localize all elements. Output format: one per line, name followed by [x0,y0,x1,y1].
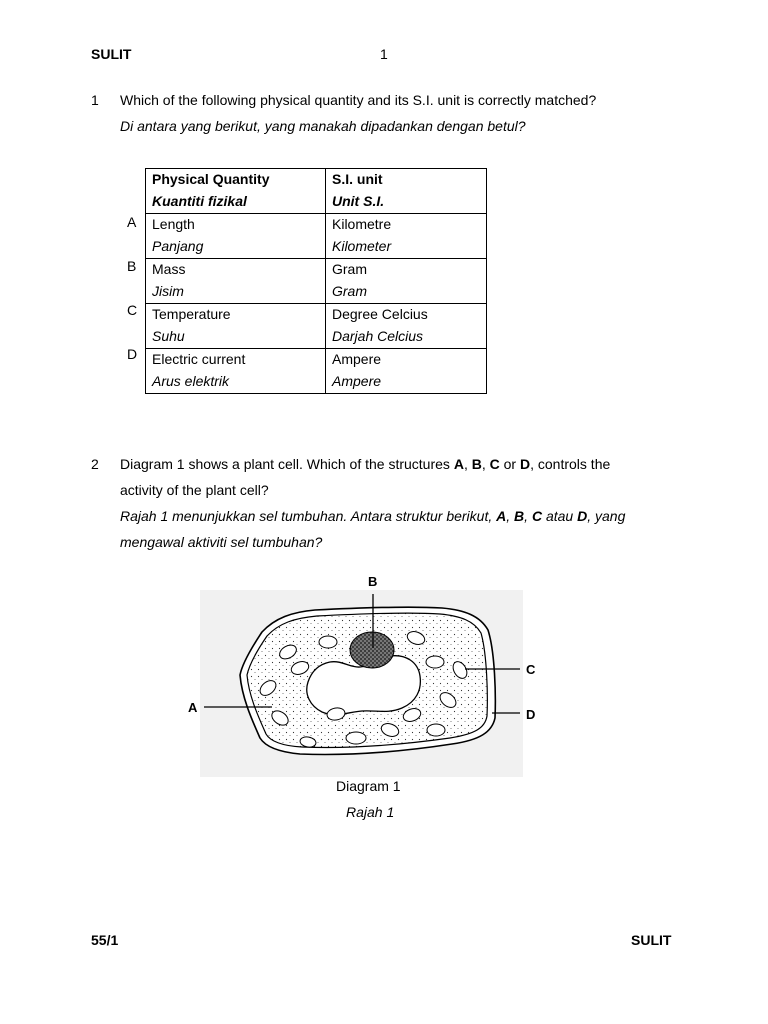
page-number: 1 [380,46,388,62]
unit-ms: Ampere [332,373,382,389]
q2-en-b: B [471,456,482,472]
unit-en: Kilometre [332,216,392,232]
q2-text-ms-line1 [120,508,625,524]
label-a: A [188,700,198,715]
q2-ms-pre: Rajah 1 menunjukkan sel tumbuhan. Antara struktur berikut, [120,508,497,524]
q2-ms-atau: atau [542,508,578,524]
unit-ms: Darjah Celcius [332,328,424,344]
table-row [146,214,487,259]
q2-en-d: D [519,456,531,472]
col1-header-ms: Kuantiti fizikal [152,193,247,209]
unit-en: Degree Celcius [332,306,428,322]
option-b-label[interactable]: B [127,258,137,274]
plant-cell-diagram [180,570,560,780]
header-sulit: SULIT [91,46,132,62]
quantity-en: Mass [152,261,186,277]
unit-ms: Gram [332,283,367,299]
unit-en: Gram [332,261,367,277]
diagram-caption-en: Diagram 1 [336,778,401,794]
nucleus [350,632,394,668]
table-row [146,349,487,394]
quantity-ms: Jisim [152,283,184,299]
q2-number: 2 [91,456,99,472]
label-d: D [526,707,536,722]
footer-sulit: SULIT [631,932,672,948]
table-row [146,259,487,304]
quantity-ms: Suhu [152,328,185,344]
quantity-ms: Panjang [152,238,204,254]
q2-ms-d: D [577,508,588,524]
label-b: B [368,574,378,589]
q2-text-en-line1 [120,456,610,472]
diagram-caption-ms: Rajah 1 [346,804,395,820]
unit-ms: Kilometer [332,238,392,254]
q1-text-en: Which of the following physical quantity and its S.I. unit is correctly matched? [120,92,597,108]
quantity-unit-table [145,168,487,394]
q2-en-or: or [499,456,520,472]
q2-ms-sep: , [524,508,532,524]
q2-ms-c: C [531,508,543,524]
label-c: C [526,662,536,677]
option-c-label[interactable]: C [127,302,138,318]
quantity-ms: Arus elektrik [152,373,230,389]
quantity-en: Electric current [152,351,246,367]
option-a-label[interactable]: A [127,214,137,230]
q1-number: 1 [91,92,99,108]
q2-en-a: A [453,456,464,472]
q2-ms-post: , yang [587,508,626,524]
q2-en-c: C [489,456,500,472]
q2-ms-a: A [496,508,507,524]
q2-text-en-line2: activity of the plant cell? [120,482,269,498]
table-header-row [146,169,487,214]
col2-header-en: S.I. unit [332,171,383,187]
option-d-label[interactable]: D [127,346,138,362]
q2-ms-sep: , [506,508,515,524]
col1-header-en: Physical Quantity [152,171,270,187]
col2-header-ms: Unit S.I. [332,193,385,209]
unit-en: Ampere [332,351,382,367]
q2-en-pre: Diagram 1 shows a plant cell. Which of the structures [120,456,454,472]
q1-text-ms: Di antara yang berikut, yang manakah dipadankan dengan betul? [120,118,526,134]
q2-en-sep: , [481,456,490,472]
q2-ms-b: B [514,508,525,524]
quantity-en: Temperature [152,306,231,322]
q2-text-ms-line2: mengawal aktiviti sel tumbuhan? [120,534,323,550]
table-row [146,304,487,349]
q2-en-post: , controls the [530,456,611,472]
quantity-en: Length [152,216,195,232]
footer-paper-code: 55/1 [91,932,119,948]
q2-en-sep: , [463,456,472,472]
